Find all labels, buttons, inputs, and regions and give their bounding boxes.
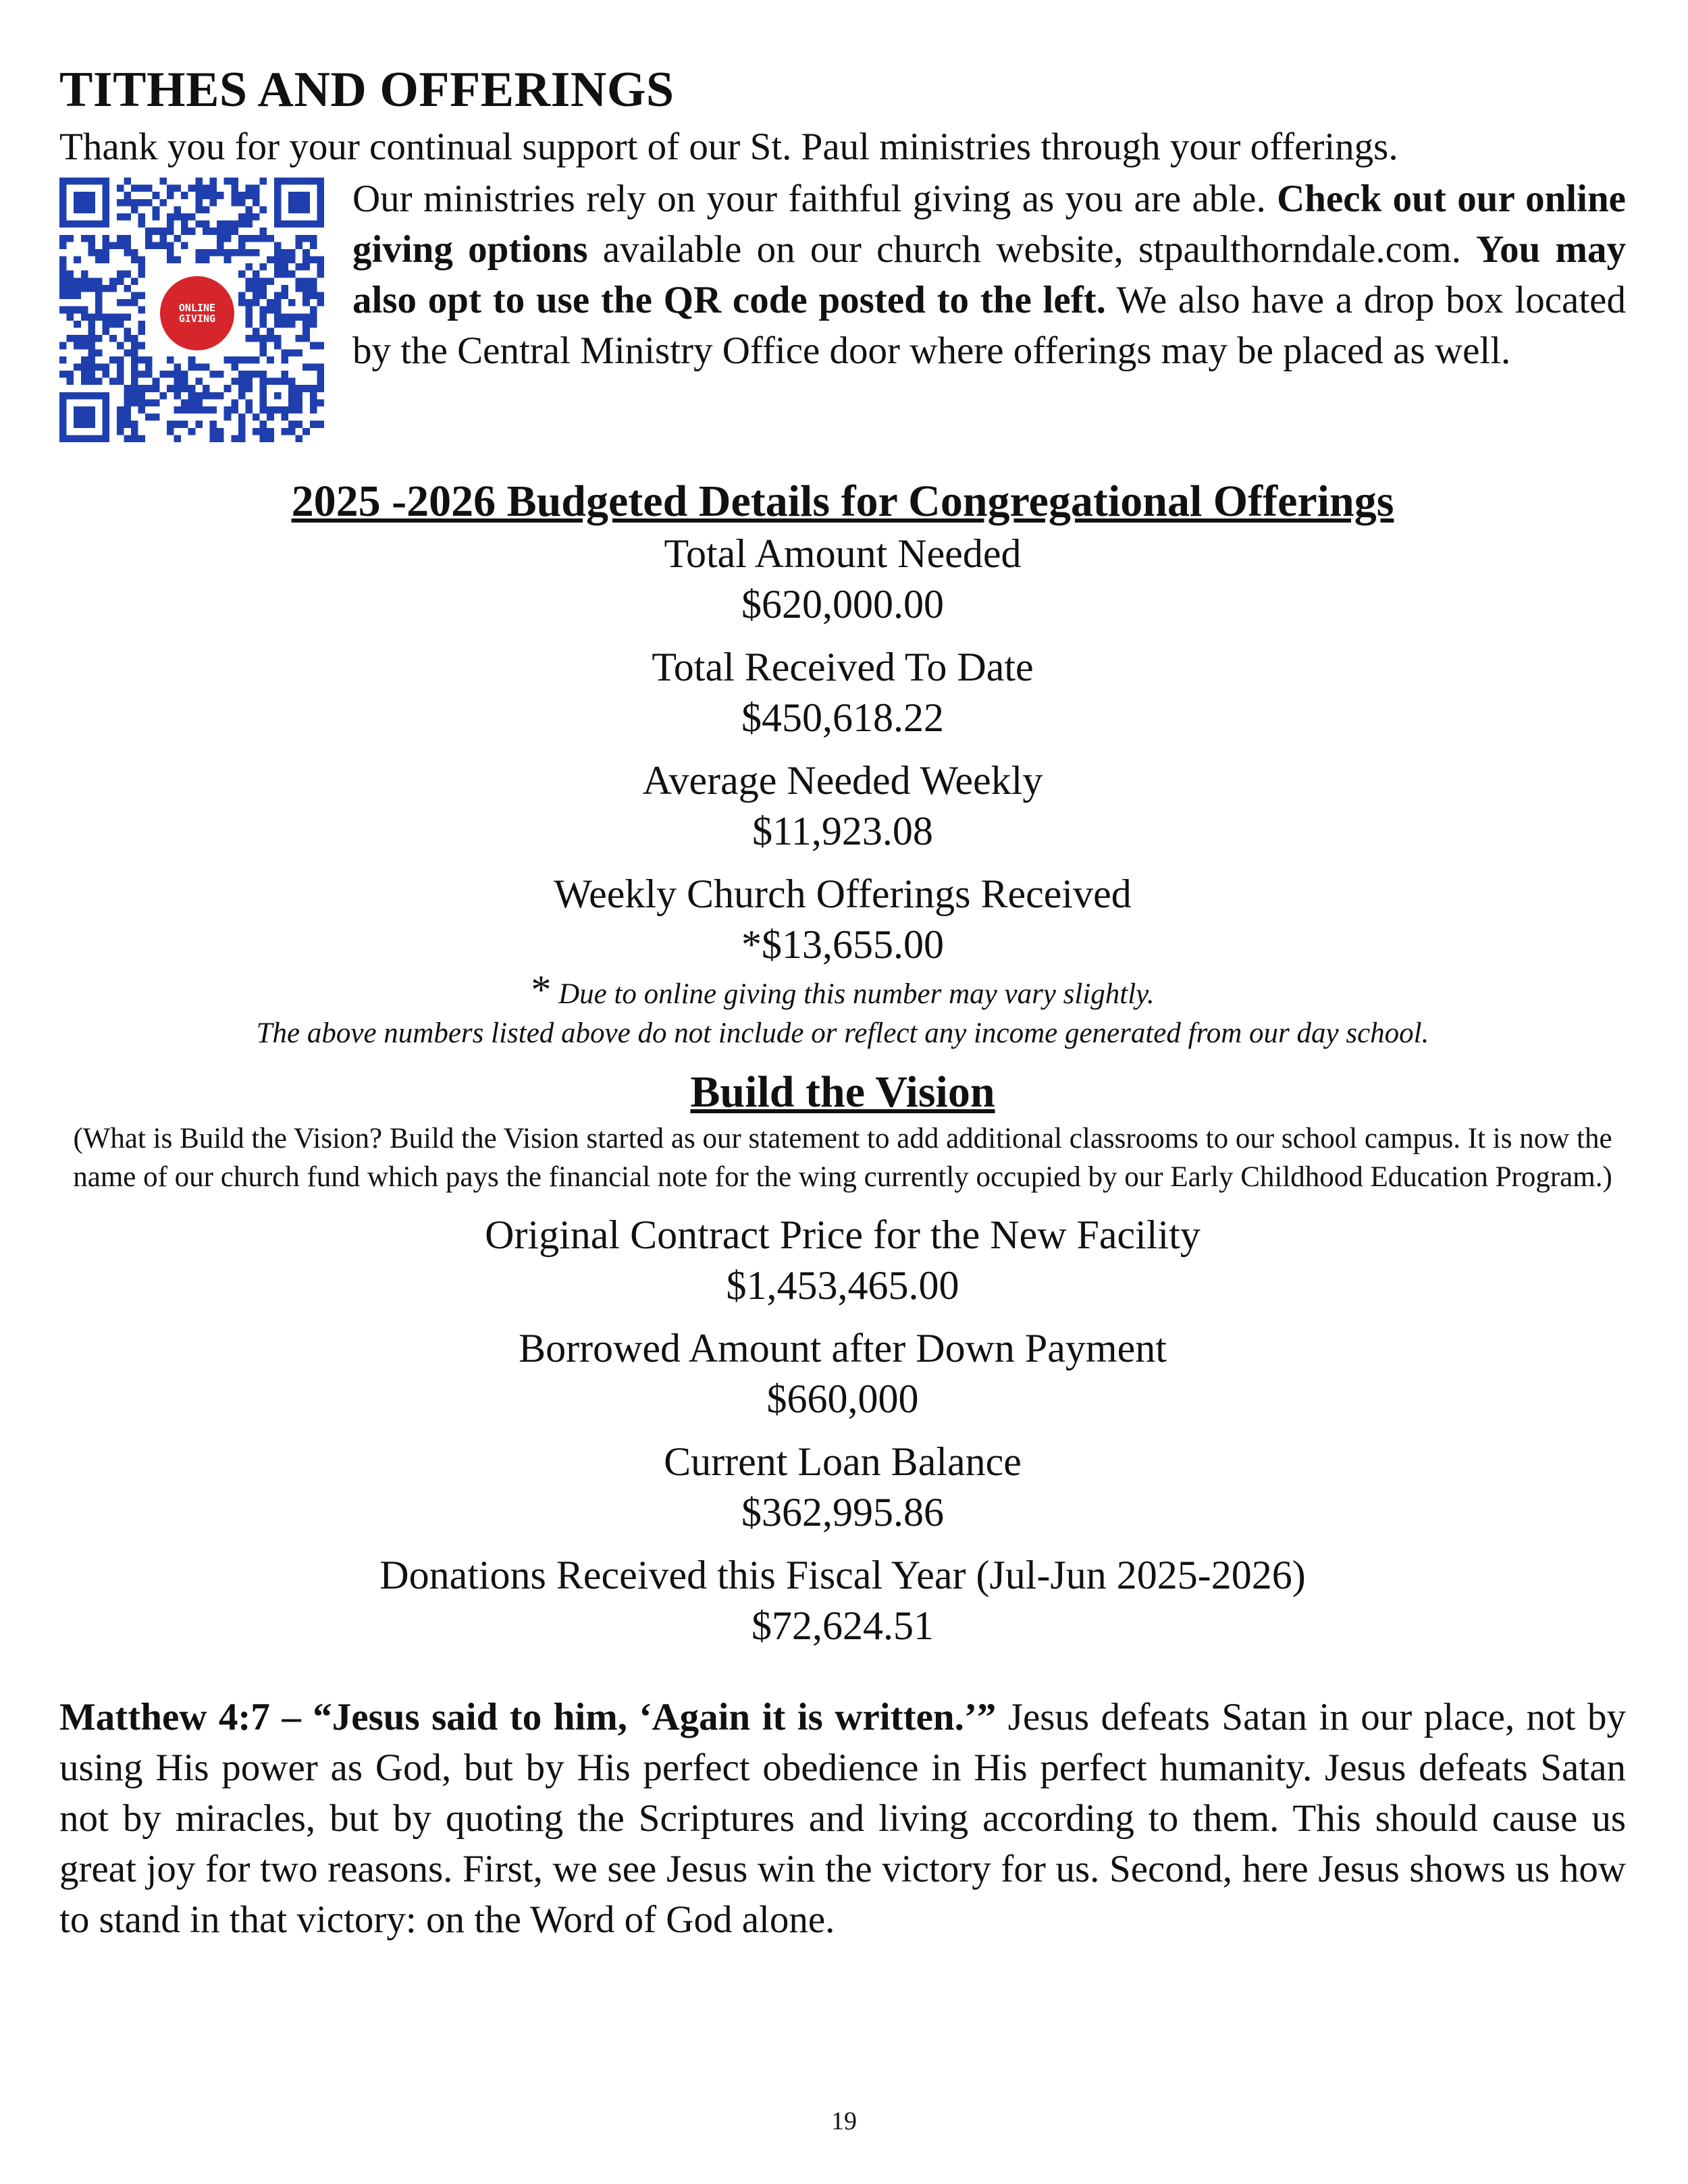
stat-label: Total Amount Needed	[664, 531, 1022, 576]
vision-stat-contract-price	[59, 1210, 1626, 1311]
vision-stats	[59, 1210, 1626, 1651]
stat-value: $362,995.86	[741, 1490, 944, 1535]
stat-value: $660,000	[766, 1377, 919, 1421]
intro-first-line: Thank you for your continual support of our St. Paul ministries through your offerings.	[59, 126, 1398, 168]
budget-stat-received-to-date	[59, 642, 1626, 743]
badge-text-online: ONLINE	[178, 302, 216, 314]
qr-callout: You may also opt to use the QR code posted to the left.	[352, 228, 1626, 321]
budget-stats	[59, 529, 1626, 970]
stat-label: Donations Received this Fiscal Year (Jul-Jun 2025-2026)	[379, 1553, 1306, 1597]
devotion-text: Jesus defeats Satan in our place, not by using His power as God, but by His perfect obedience in His perfect humanity. Jesus defeats Satan not by miracles, but by quoting the Scriptures and living according to them. This should cause us great joy for two reasons. First, we see Jesus win the victory for us. Second, here Jesus shows us how to stand in that victory: on the Word of God alone.	[59, 1696, 1626, 1941]
intro-text-website: available on our church website, stpaulthorndale.com.	[587, 228, 1477, 271]
stat-label: Current Loan Balance	[664, 1439, 1022, 1484]
vision-description: (What is Build the Vision? Build the Vision started as our statement to add additional classrooms to our school campus. It is now the name of our church fund which pays the financial note for the wing currently occupied by our Early Childhood Education Program.)	[73, 1123, 1612, 1193]
devotion-paragraph	[59, 1692, 1626, 1945]
vision-stat-loan-balance	[59, 1437, 1626, 1538]
stat-label: Weekly Church Offerings Received	[554, 872, 1132, 916]
budget-stat-average-weekly	[59, 755, 1626, 857]
intro-text-dropbox: We also have a drop box located by the Central Ministry Office door where offerings may be placed as well.	[352, 279, 1626, 372]
budget-heading: 2025 -2026 Budgeted Details for Congregational Offerings	[291, 477, 1394, 526]
page-title: TITHES AND OFFERINGS	[59, 62, 675, 117]
vision-heading: Build the Vision	[690, 1067, 995, 1117]
stat-value: $450,618.22	[741, 695, 944, 740]
budget-footnote	[59, 967, 1626, 1014]
scripture-reference: Matthew 4:7 – “Jesus said to him, ‘Again it is written.’”	[59, 1696, 997, 1738]
page-content	[59, 61, 1626, 1945]
page-number: 19	[831, 2107, 857, 2135]
footnote-asterisk: *	[531, 967, 552, 1012]
intro-paragraph	[352, 174, 1626, 376]
stat-label: Borrowed Amount after Down Payment	[519, 1326, 1167, 1370]
budget-stat-total-needed	[59, 529, 1626, 630]
qr-code[interactable]	[59, 178, 324, 442]
intro-text-1: Our ministries rely on your faithful giving as you are able.	[352, 178, 1277, 220]
intro-row	[59, 174, 1626, 442]
stat-value: $11,923.08	[752, 809, 933, 853]
footnote-text: Due to online giving this number may vary slightly.	[558, 978, 1155, 1010]
stat-label: Average Needed Weekly	[642, 758, 1043, 803]
stat-label: Original Contract Price for the New Facility	[485, 1213, 1201, 1257]
stat-value: $620,000.00	[741, 582, 944, 627]
online-giving-callout: Check out our online giving options	[352, 178, 1626, 271]
stat-value: $72,624.51	[751, 1603, 934, 1648]
budget-disclaimer: The above numbers listed above do not include or reflect any income generated from our day school.	[256, 1017, 1429, 1049]
stat-value: *$13,655.00	[741, 922, 944, 967]
badge-text-giving: GIVING	[178, 313, 216, 325]
stat-label: Total Received To Date	[652, 645, 1034, 689]
vision-stat-borrowed	[59, 1323, 1626, 1424]
online-giving-badge	[156, 272, 238, 354]
stat-value: $1,453,465.00	[726, 1263, 959, 1308]
budget-stat-weekly-received	[59, 869, 1626, 970]
vision-stat-donations	[59, 1550, 1626, 1651]
